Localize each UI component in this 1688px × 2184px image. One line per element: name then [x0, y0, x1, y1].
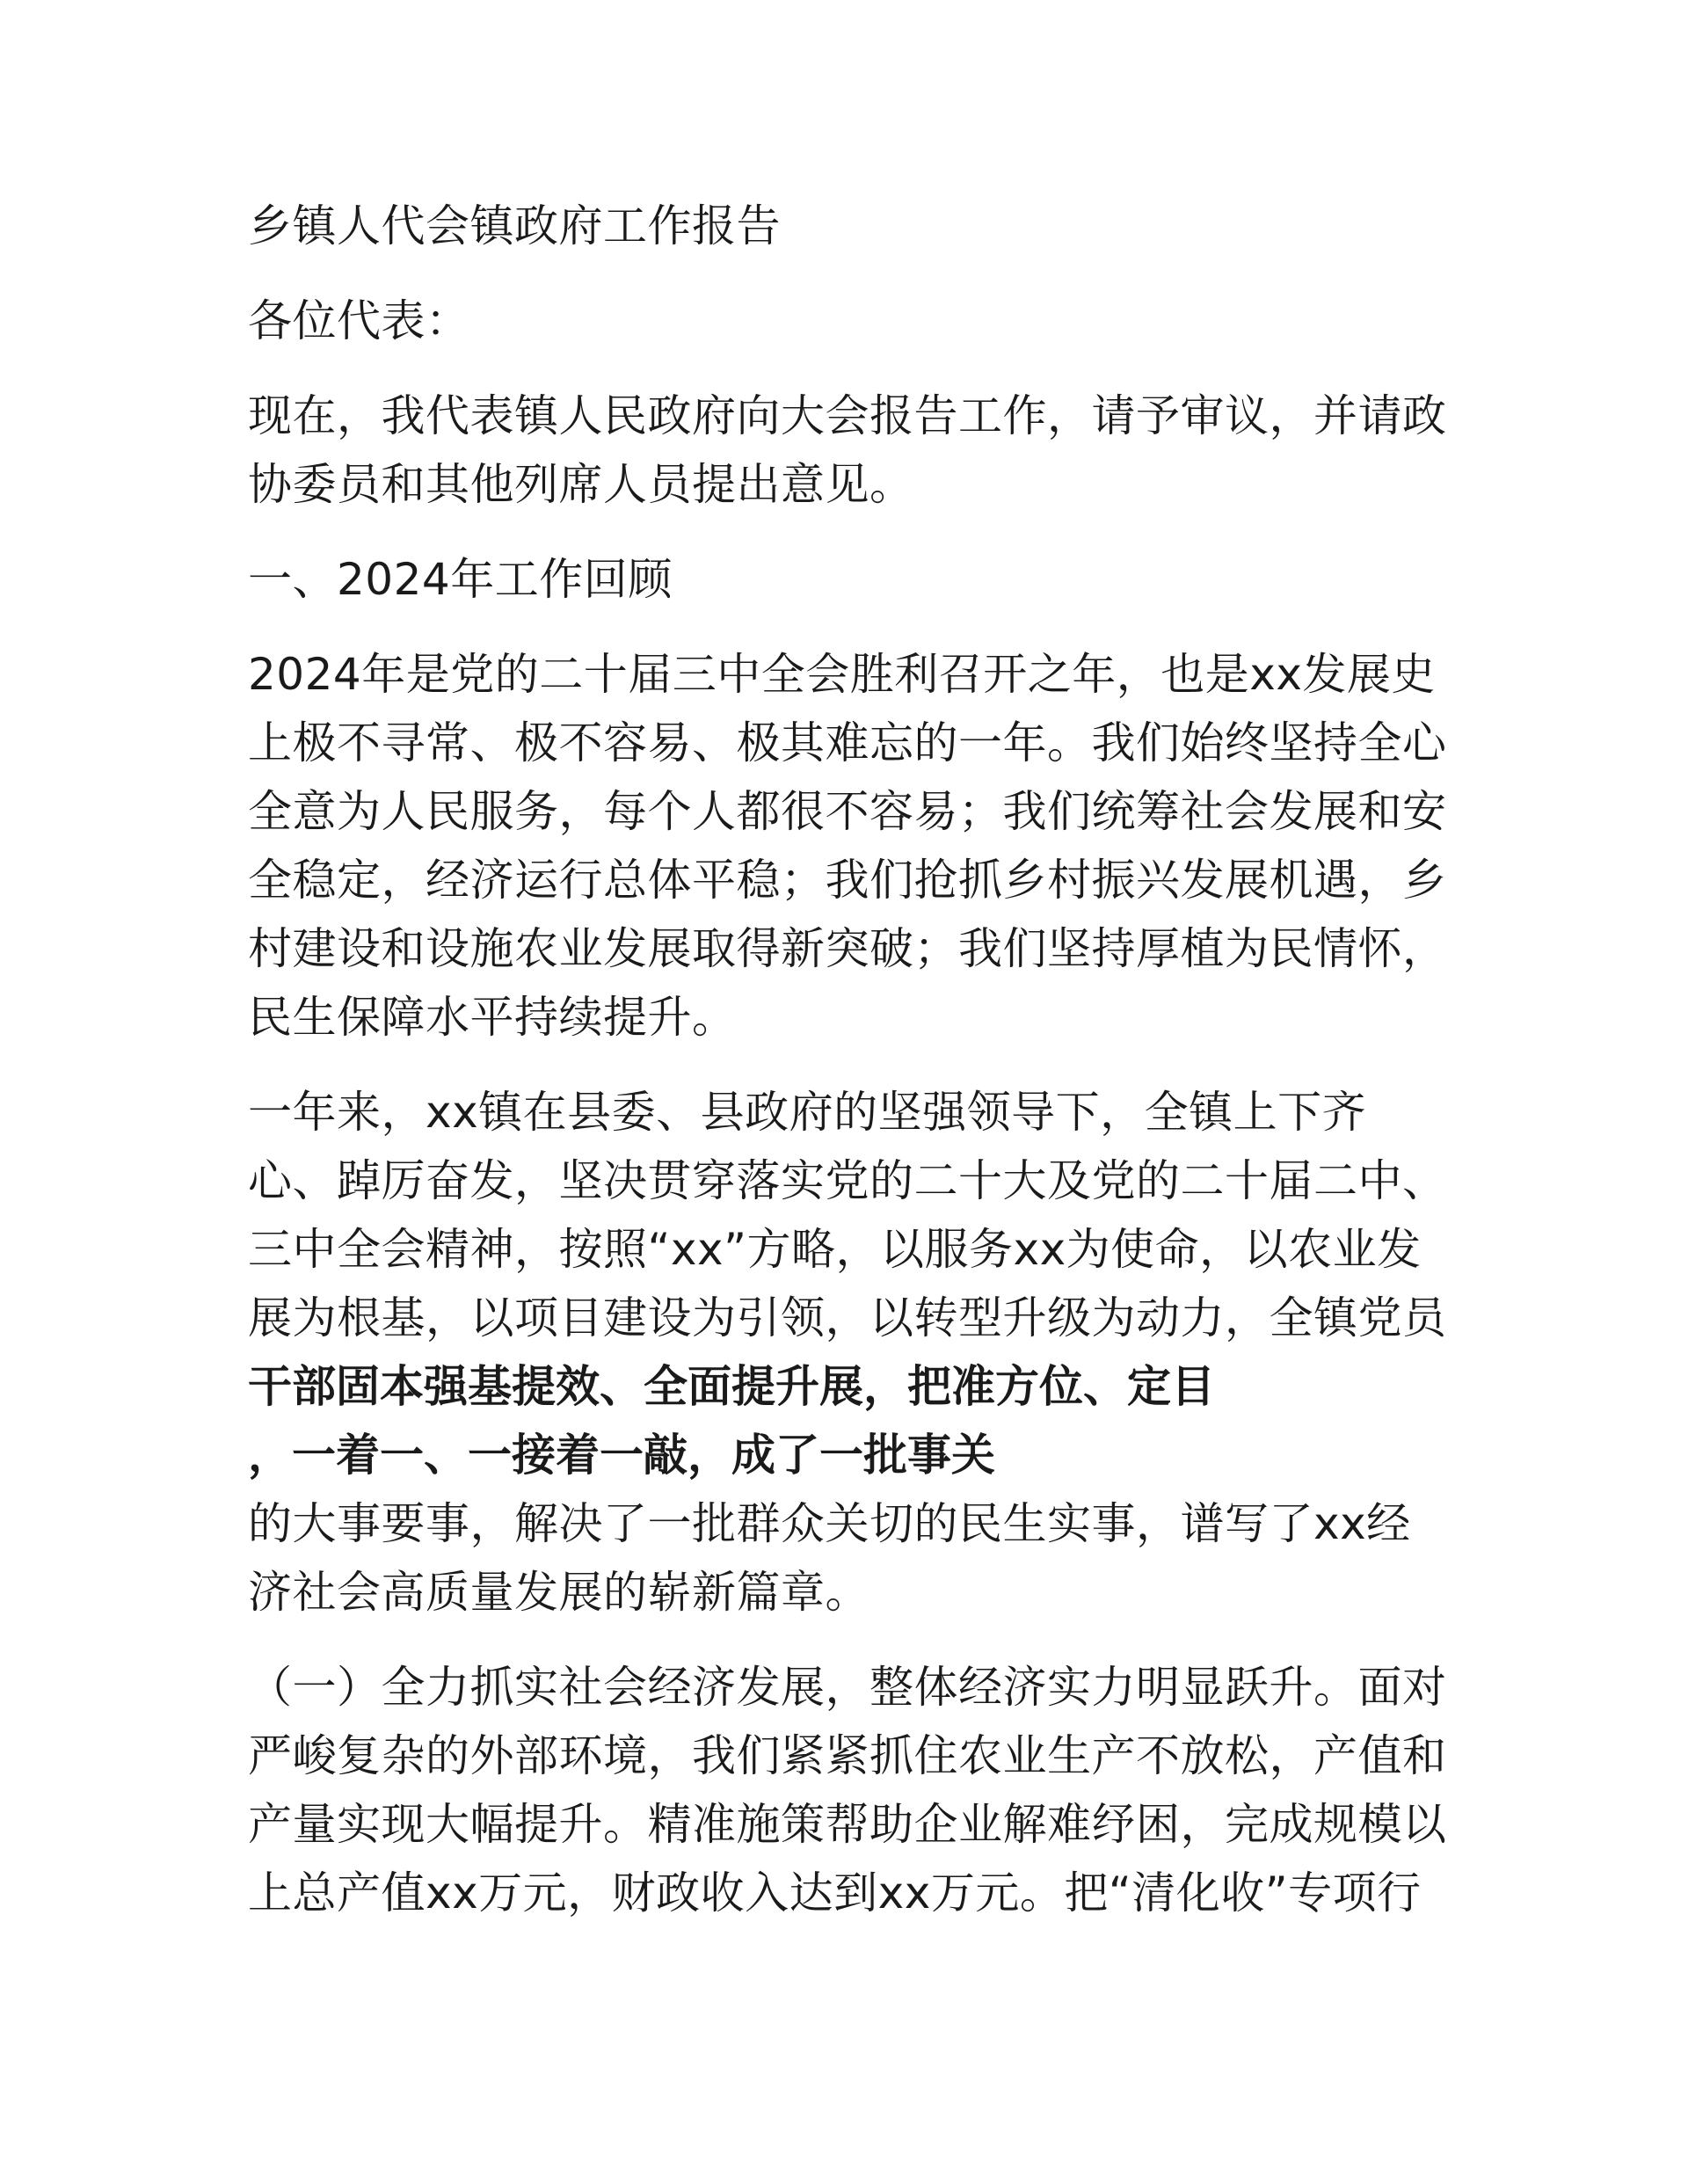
para1-line-1: 2024年是党的二十届三中全会胜利召开之年，也是xx发展史 — [248, 649, 1436, 700]
document-title: 乡镇人代会镇政府工作报告 — [248, 200, 781, 251]
para2-line-5: 干部固本强基提效、全面提升展，把准方位、定目 — [248, 1361, 1215, 1412]
para1-line-6: 民生保障水平持续提升。 — [248, 992, 737, 1043]
para3-line-4: 上总产值xx万元，财政收入达到xx万元。把“清化收”专项行 — [248, 1867, 1422, 1918]
section-heading: 一、2024年工作回顾 — [248, 554, 673, 605]
para1-line-4: 全稳定，经济运行总体平稳；我们抢抓乡村振兴发展机遇，乡 — [248, 855, 1447, 906]
intro-line-2: 协委员和其他列席人员提出意见。 — [248, 459, 914, 510]
para2-line-4: 展为根基，以项目建设为引领，以转型升级为动力，全镇党员 — [248, 1292, 1447, 1343]
para2-line-8: 济社会高质量发展的崭新篇章。 — [248, 1567, 869, 1618]
para2-line-2: 心、踔厉奋发，坚决贯穿落实党的二十大及党的二十届二中、 — [248, 1155, 1447, 1206]
document-page — [248, 0, 1447, 2184]
para3-line-3: 产量实现大幅提升。精准施策帮助企业解难纾困，完成规模以 — [248, 1799, 1447, 1850]
para2-line-6: ，一着一、一接着一敲，成了一批事关 — [248, 1430, 995, 1481]
para3-line-2: 严峻复杂的外部环境，我们紧紧抓住农业生产不放松，产值和 — [248, 1730, 1447, 1781]
para2-line-7: 的大事要事，解决了一批群众关切的民生实事，谱写了xx经 — [248, 1498, 1411, 1549]
para1-line-2: 上极不寻常、极不容易、极其难忘的一年。我们始终坚持全心 — [248, 717, 1447, 768]
para1-line-3: 全意为人民服务，每个人都很不容易；我们统筹社会发展和安 — [248, 786, 1447, 837]
intro-line-1: 现在，我代表镇人民政府向大会报告工作，请予审议，并请政 — [248, 390, 1447, 441]
para1-line-5: 村建设和设施农业发展取得新突破；我们坚持厚植为民情怀， — [248, 923, 1447, 974]
para2-line-3: 三中全会精神，按照“xx”方略，以服务xx为使命，以农业发 — [248, 1224, 1422, 1275]
salutation: 各位代表： — [248, 295, 470, 346]
para2-line-1: 一年来，xx镇在县委、县政府的坚强领导下，全镇上下齐 — [248, 1087, 1367, 1138]
para3-line-1: （一）全力抓实社会经济发展，整体经济实力明显跃升。面对 — [248, 1662, 1447, 1713]
